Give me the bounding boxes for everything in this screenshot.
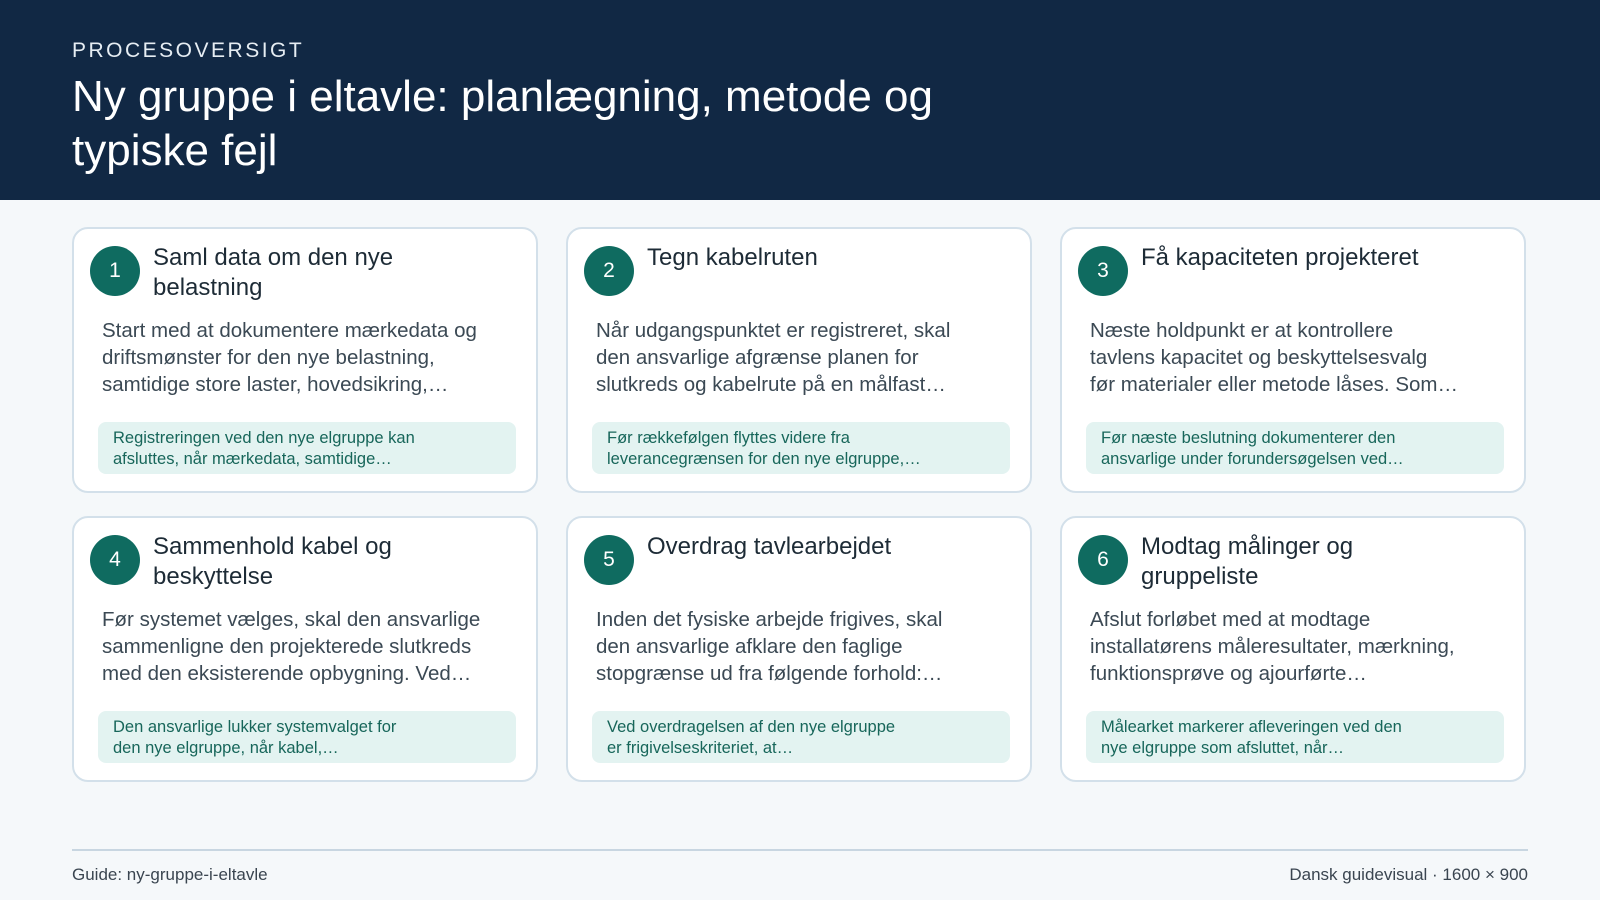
step-number-badge: 5 [584,535,634,585]
step-note-line: den nye elgruppe, når kabel,… [113,739,339,757]
step-description-line: tavlens kapacitet og beskyttelsesvalg [1090,346,1428,369]
step-card-5 [566,516,1032,782]
step-note-line: afsluttes, når mærkedata, samtidige… [113,450,392,468]
step-description-line: Afslut forløbet med at modtage [1090,608,1371,631]
step-number-badge: 3 [1078,246,1128,296]
step-description-line: samtidige store laster, hovedsikring,… [102,373,449,396]
step-note-line: er frigivelseskriteriet, at… [607,739,794,757]
step-description [596,606,1008,687]
step-title: Få kapaciteten projekteret [1141,244,1419,271]
step-note [98,422,516,474]
step-description-line: den ansvarlige afgrænse planen for [596,346,919,369]
step-note [592,422,1010,474]
step-card-6 [1060,516,1526,782]
step-description-line: Når udgangspunktet er registreret, skal [596,319,951,342]
eyebrow-label: PROCESOVERSIGT [72,39,305,62]
step-note-line: nye elgruppe som afsluttet, når… [1101,739,1345,757]
step-note-line: Før næste beslutning dokumenterer den [1101,429,1396,447]
step-description-line: Inden det fysiske arbejde frigives, skal [596,608,943,631]
step-description-line: stopgrænse ud fra følgende forhold:… [596,662,943,685]
step-description [596,317,1008,398]
step-description [102,317,514,398]
step-note-line: Målearket markerer afleveringen ved den [1101,718,1402,736]
step-note [98,711,516,763]
step-description-line: installatørens måleresultater, mærkning, [1090,635,1455,658]
step-title: Modtag målinger og gruppeliste [1141,533,1354,590]
page-title: Ny gruppe i eltavle: planlægning, metode og typiske fejl [72,72,933,175]
step-card-4 [72,516,538,782]
page-header [0,0,1600,200]
step-card-2 [566,227,1032,493]
footer-guide-label: Guide: ny-gruppe-i-eltavle [72,865,268,884]
step-description-line: funktionsprøve og ajourførte… [1090,662,1367,685]
step-card-header [90,245,520,307]
step-card-1 [72,227,538,493]
step-card-header [584,534,1014,596]
step-description-line: slutkreds og kabelrute på en målfast… [596,373,946,396]
step-description [1090,606,1502,687]
step-description-line: Før systemet vælges, skal den ansvarlige [102,608,481,631]
step-title: Overdrag tavlearbejdet [647,533,892,560]
step-description-line: sammenligne den projekterede slutkreds [102,635,472,658]
step-note-line: Registreringen ved den nye elgruppe kan [113,429,415,447]
step-card-3 [1060,227,1526,493]
step-note-line: leverancegrænsen for den nye elgruppe,… [607,450,921,468]
step-title: Saml data om den nye belastning [153,244,394,301]
step-card-header [584,245,1014,307]
step-title: Sammenhold kabel og beskyttelse [153,533,392,590]
step-note-line: ansvarlige under forundersøgelsen ved… [1101,450,1404,468]
step-description [102,606,514,687]
step-note [592,711,1010,763]
step-grid [72,227,1528,782]
step-card-header [1078,534,1508,596]
step-note [1086,711,1504,763]
step-description-line: Næste holdpunkt er at kontrollere [1090,319,1394,342]
step-description-line: Start med at dokumentere mærkedata og [102,319,477,342]
step-note-line: Den ansvarlige lukker systemvalget for [113,718,397,736]
step-number-badge: 6 [1078,535,1128,585]
step-description-line: driftsmønster for den nye belastning, [102,346,435,369]
step-note-line: Før rækkefølgen flyttes videre fra [607,429,850,447]
step-title: Tegn kabelruten [647,244,818,271]
step-note-line: Ved overdragelsen af den nye elgruppe [607,718,896,736]
step-card-header [1078,245,1508,307]
step-card-header [90,534,520,596]
step-description-line: den ansvarlige afklare den faglige [596,635,903,658]
step-description-line: før materialer eller metode låses. Som… [1090,373,1458,396]
step-description-line: med den eksisterende opbygning. Ved… [102,662,472,685]
footer-meta-label: Dansk guidevisual · 1600 × 900 [1289,865,1528,884]
step-number-badge: 1 [90,246,140,296]
step-note [1086,422,1504,474]
step-description [1090,317,1502,398]
step-number-badge: 4 [90,535,140,585]
footer-divider [72,849,1528,851]
step-number-badge: 2 [584,246,634,296]
